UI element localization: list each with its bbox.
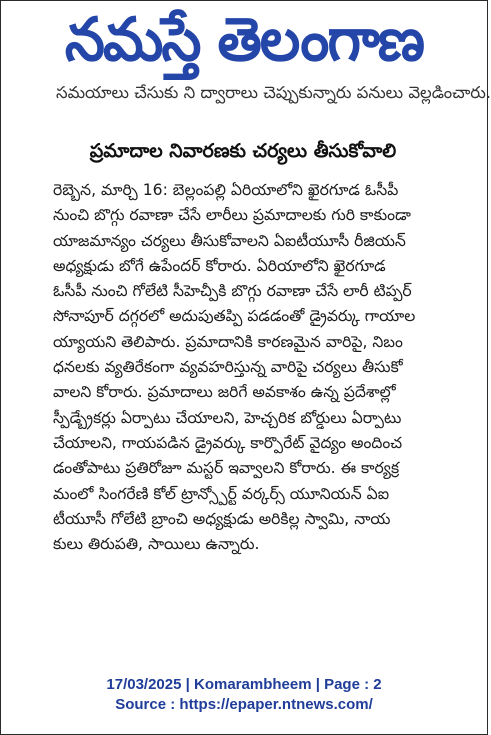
article-line: సోనాపూర్ దగ్గరలో అదుపుతప్పి పడడంతో డ్రైవర్కు గాయాల — [53, 307, 416, 326]
newspaper-masthead — [4, 0, 484, 84]
article-body — [53, 178, 463, 557]
article-line: ఓసీపీ నుంచి గోలేటి సీహెచ్పీకి బొగ్గు రవాణా చేసే లారీ టిప్పర్ — [53, 282, 412, 301]
article-line: మంలో సింగరేణి కోల్ ట్రాన్స్పోర్ట్ వర్కర్స్ యూనియన్ ఏఐ — [53, 484, 390, 503]
article-line: టీయూసీ గోలేటి బ్రాంచి అధ్యక్షుడు అరికిల్ల స్వామి, నాయ — [53, 509, 391, 528]
footer-source-link[interactable]: Source : https://epaper.ntnews.com/ — [115, 696, 373, 713]
article-line: అధ్యక్షుడు బోగే ఉపేందర్ కోరారు. ఏరియాలోని ఖైరగూడ — [53, 256, 386, 275]
article-line: చేయాలని, గాయపడిన డ్రైవర్కు కార్పొరేట్ వైద్యం అందించ — [53, 433, 403, 452]
article-line: య్యాయని తెలిపారు. ప్రమాదానికి కారణమైన వారిపై, నిబం — [53, 332, 403, 351]
clipped-previous-text — [4, 83, 491, 110]
clipped-text-line: సమయాలు చేసుకు ని ద్వారాలు చెప్పుకున్నారు పనులు వెల్లడించారు. — [56, 83, 491, 102]
page-footer — [0, 675, 488, 715]
article-headline: ప్రమాదాల నివారణకు చర్యలు తీసుకోవాలి — [89, 140, 397, 162]
article-line: స్పీడ్బ్రేకర్లు ఏర్పాటు చేయాలని, హెచ్చరిక బోర్డులు ఏర్పాటు — [53, 408, 402, 427]
article-line: వాలని కోరారు. ప్రమాదాలు జరిగే అవకాశం ఉన్న ప్రదేశాల్లో — [53, 383, 396, 402]
masthead-title: నమస్తే తెలంగాణ — [64, 5, 424, 75]
article-line: యాజమాన్యం చర్యలు తీసుకోవాలని ఏఐటీయూసీ రీజియన్ — [53, 231, 406, 250]
footer-date-edition-page: 17/03/2025 | Komarambheem | Page : 2 — [106, 676, 382, 693]
article-line: రెబ్బెన, మార్చి 16: బెల్లంపల్లి ఏరియాలోని ఖైరగూడ ఓసీపీ — [53, 181, 399, 199]
article-line: కులు తిరుపతి, సాయిలు ఉన్నారు. — [53, 535, 260, 554]
article-line: ధనలకు వ్యతిరేకంగా వ్యవహరిస్తున్న వారిపై చర్యలు తీసుకో — [53, 358, 403, 377]
article-line: డంతోపాటు ప్రతిరోజూ మస్టర్ ఇవ్వాలని కోరారు. ఈ కార్యక్ర — [53, 459, 400, 478]
article-line: నుంచి బొగ్గు రవాణా చేసే లారీలు ప్రమాదాలకు గురి కాకుండా — [53, 206, 411, 225]
